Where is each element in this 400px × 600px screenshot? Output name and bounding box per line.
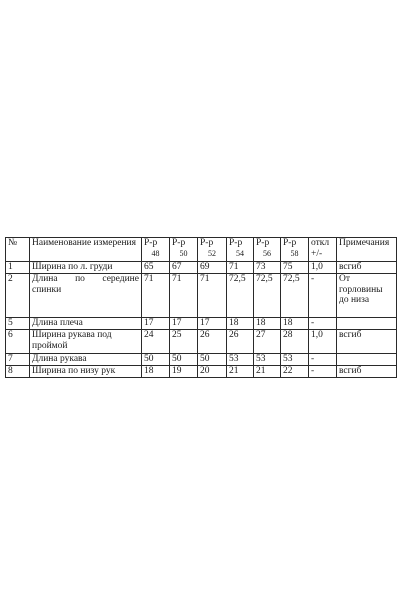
row-measurement-name: Длина по середине спинки xyxy=(30,274,142,318)
row-value: 19 xyxy=(170,366,198,378)
size-number: 56 xyxy=(263,248,271,258)
size-measurement-table xyxy=(5,237,397,378)
row-tolerance: 1,0 xyxy=(309,262,337,274)
size-prefix: Р-р xyxy=(229,238,243,248)
row-value: 21 xyxy=(254,366,281,378)
row-value: 17 xyxy=(198,318,227,330)
row-value: 18 xyxy=(281,318,309,330)
row-value: 71 xyxy=(227,262,254,274)
row-number: 2 xyxy=(6,274,30,318)
table-row xyxy=(6,262,397,274)
row-value: 50 xyxy=(142,354,170,366)
row-value: 26 xyxy=(198,330,227,354)
size-number: 52 xyxy=(208,248,216,258)
row-tolerance: - xyxy=(309,318,337,330)
row-measurement-name: Ширина рукава под проймой xyxy=(30,330,142,354)
size-prefix: Р-р xyxy=(200,238,214,248)
row-note xyxy=(337,354,397,366)
row-note: От горловины до низа xyxy=(337,274,397,318)
row-value: 18 xyxy=(254,318,281,330)
header-size xyxy=(227,238,254,262)
size-number: 48 xyxy=(151,248,160,258)
row-measurement-name: Длина плеча xyxy=(30,318,142,330)
row-value: 72,5 xyxy=(281,274,309,318)
row-value: 50 xyxy=(170,354,198,366)
row-note: всгиб xyxy=(337,330,397,354)
row-measurement-name: Ширина по л. груди xyxy=(30,262,142,274)
header-measurement-name: Наименование измерения xyxy=(30,238,142,262)
row-value: 53 xyxy=(227,354,254,366)
row-value: 22 xyxy=(281,366,309,378)
row-value: 24 xyxy=(142,330,170,354)
size-number: 50 xyxy=(179,248,188,258)
row-number: 8 xyxy=(6,366,30,378)
row-tolerance: - xyxy=(309,354,337,366)
row-value: 21 xyxy=(227,366,254,378)
table-row xyxy=(6,366,397,378)
row-note xyxy=(337,318,397,330)
header-size xyxy=(281,238,309,262)
row-value: 72,5 xyxy=(227,274,254,318)
row-number: 6 xyxy=(6,330,30,354)
row-value: 26 xyxy=(227,330,254,354)
row-note: всгиб xyxy=(337,262,397,274)
row-value: 72,5 xyxy=(254,274,281,318)
table-row xyxy=(6,354,397,366)
row-value: 18 xyxy=(227,318,254,330)
row-tolerance: - xyxy=(309,274,337,318)
row-value: 71 xyxy=(170,274,198,318)
row-number: 5 xyxy=(6,318,30,330)
row-value: 71 xyxy=(142,274,170,318)
size-prefix: Р-р xyxy=(144,238,158,248)
row-value: 53 xyxy=(281,354,309,366)
row-value: 27 xyxy=(254,330,281,354)
row-value: 28 xyxy=(281,330,309,354)
table-header-row xyxy=(6,238,397,262)
header-size xyxy=(198,238,227,262)
row-value: 65 xyxy=(142,262,170,274)
size-number: 54 xyxy=(236,248,244,258)
size-prefix: Р-р xyxy=(256,238,270,248)
table-row xyxy=(6,330,397,354)
table-row xyxy=(6,318,397,330)
size-number: 58 xyxy=(290,248,299,258)
row-value: 71 xyxy=(198,274,227,318)
row-value: 20 xyxy=(198,366,227,378)
row-value: 25 xyxy=(170,330,198,354)
header-size xyxy=(142,238,170,262)
row-value: 17 xyxy=(142,318,170,330)
row-value: 73 xyxy=(254,262,281,274)
header-size xyxy=(170,238,198,262)
row-tolerance: - xyxy=(309,366,337,378)
row-value: 18 xyxy=(142,366,170,378)
row-value: 69 xyxy=(198,262,227,274)
header-tolerance: откл +/- xyxy=(309,238,337,262)
row-measurement-name: Ширина по низу рук xyxy=(30,366,142,378)
row-value: 53 xyxy=(254,354,281,366)
row-value: 50 xyxy=(198,354,227,366)
table-row xyxy=(6,274,397,318)
row-tolerance: 1,0 xyxy=(309,330,337,354)
size-prefix: Р-р xyxy=(172,238,186,248)
row-value: 67 xyxy=(170,262,198,274)
row-number: 1 xyxy=(6,262,30,274)
header-note: Примечания xyxy=(337,238,397,262)
row-number: 7 xyxy=(6,354,30,366)
row-note: всгиб xyxy=(337,366,397,378)
header-number: № xyxy=(6,238,30,262)
row-value: 75 xyxy=(281,262,309,274)
size-prefix: Р-р xyxy=(283,238,297,248)
header-size xyxy=(254,238,281,262)
row-value: 17 xyxy=(170,318,198,330)
row-measurement-name: Длина рукава xyxy=(30,354,142,366)
